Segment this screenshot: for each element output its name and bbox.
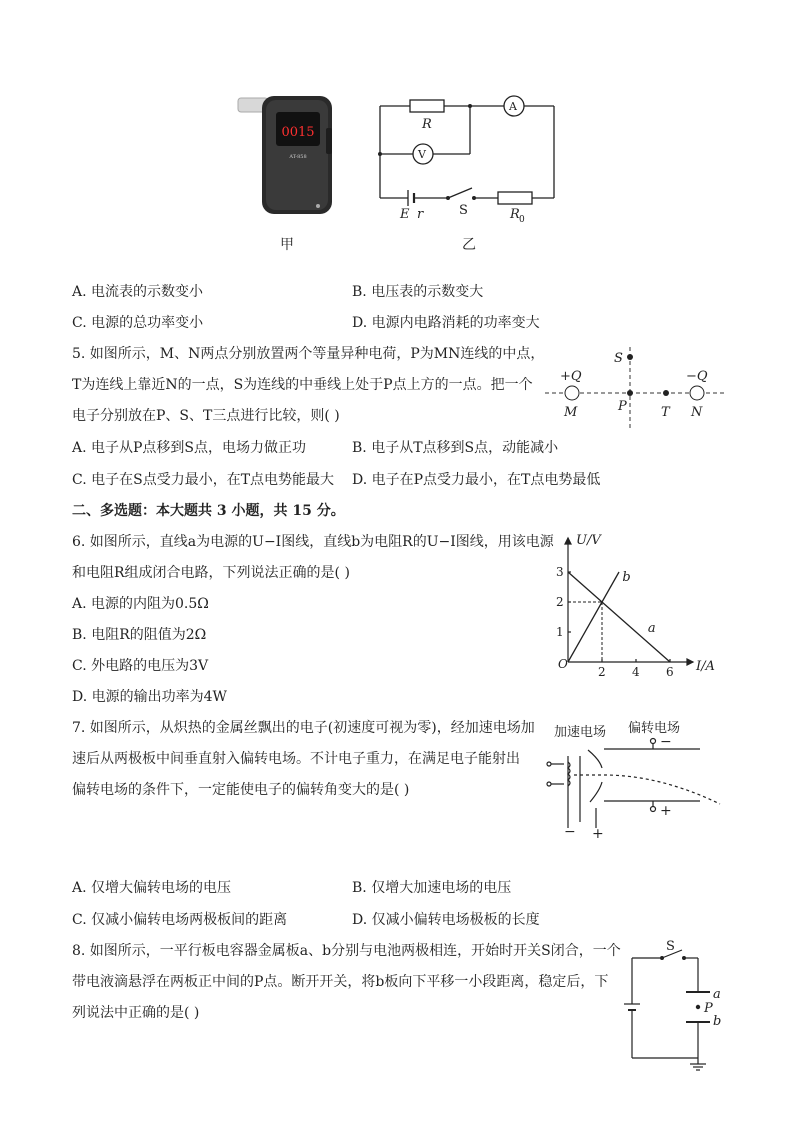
q7-option-d: D. 仅减小偏转电场极板的长度	[352, 912, 540, 928]
circuit-diagram	[380, 96, 554, 206]
chart-y-tick-label: 3	[556, 565, 564, 579]
label-m: M	[564, 405, 578, 420]
chart-y-arrow	[565, 538, 571, 544]
chart-series-b	[568, 572, 619, 662]
q4-option-c: C. 电源的总功率变小	[72, 315, 204, 331]
chart-x-tick-label: 4	[632, 665, 640, 679]
label-A: A	[509, 100, 517, 113]
point-t-icon	[663, 390, 669, 396]
q7-line-2: 速后从两极板中间垂直射入偏转电场。不计电子重力，在满足电子能射出	[72, 751, 520, 767]
chart-series-a	[568, 572, 670, 662]
q8-line-2: 带电液滴悬浮在两板正中间的P点。断开开关，将b板向下平移一小段距离，稳定后，下	[72, 974, 609, 990]
chart-xlabel: I/A	[696, 659, 715, 674]
chart-y-tick-label: 2	[556, 595, 564, 609]
q5-option-d: D. 电子在P点受力最小，在T点电势最低	[352, 472, 601, 488]
point-p-icon	[696, 1005, 700, 1009]
chart-y-tick-label: 1	[556, 625, 564, 639]
chart-x-tick-label: 6	[666, 665, 674, 679]
label-R: R	[422, 117, 432, 132]
q4-option-a: A. 电流表的示数变小	[72, 284, 204, 300]
label-R0: R	[510, 207, 520, 222]
q6-option-c: C. 外电路的电压为3V	[72, 658, 209, 674]
device-model: AT-858	[289, 154, 307, 160]
q5-line-1: 5. 如图所示，M、N两点分别放置两个等量异种电荷，P为MN连线的中点，	[72, 346, 545, 362]
q6-line-2: 和电阻R组成闭合电路，下列说法正确的是( )	[72, 565, 350, 581]
q7-option-b: B. 仅增大加速电场的电压	[352, 880, 512, 896]
q6-option-a: A. 电源的内阻为0.5Ω	[72, 596, 209, 612]
q6-option-b: B. 电阻R的阻值为2Ω	[72, 627, 207, 643]
label-E: E	[400, 207, 410, 222]
label-S: S	[459, 203, 468, 218]
q7-figure	[540, 716, 730, 841]
chart-x-tick-label: 2	[598, 665, 606, 679]
resistor-R0	[498, 192, 532, 204]
q5-option-b: B. 电子从T点移到S点，动能减小	[352, 440, 559, 456]
label-plus-q: +Q	[560, 369, 582, 384]
label-p: P	[704, 1001, 713, 1016]
chart-origin-label: O	[558, 657, 568, 671]
chart-ylabel: U/V	[576, 533, 601, 548]
label-accel-field: 加速电场	[554, 725, 607, 740]
q8-line-1: 8. 如图所示，一平行板电容器金属板a、b分别与电池两极相连，开始时开关S闭合，一个	[72, 943, 621, 959]
charge-m-icon	[565, 386, 579, 400]
q4-option-d: D. 电源内电路消耗的功率变大	[352, 315, 540, 331]
label-accel-plus: +	[592, 826, 604, 841]
label-accel-minus: −	[564, 824, 576, 840]
label-p: P	[618, 399, 627, 414]
label-V: V	[418, 148, 426, 161]
switch-icon	[448, 188, 472, 198]
label-deflect-plus: +	[660, 803, 672, 819]
caption-left: 甲	[280, 237, 294, 253]
label-t: T	[661, 405, 670, 420]
label-s: S	[614, 351, 623, 366]
caption-right: 乙	[462, 237, 476, 253]
q5-line-3: 电子分别放在P、S、T三点进行比较，则( )	[72, 408, 340, 424]
resistor-R	[410, 100, 444, 112]
top-figure	[230, 88, 570, 253]
label-r: r	[417, 207, 424, 222]
label-a: a	[713, 987, 721, 1002]
device-display: 0015	[281, 125, 315, 140]
q8-line-3: 列说法中正确的是( )	[72, 1005, 200, 1021]
label-deflect-field: 偏转电场	[628, 721, 681, 736]
chart-series-label-a: a	[647, 621, 656, 636]
label-b: b	[713, 1014, 722, 1029]
q7-line-1: 7. 如图所示，从炽热的金属丝飘出的电子(初速度可视为零)，经加速电场加	[72, 720, 535, 736]
label-deflect-minus: −	[660, 734, 672, 750]
q4-option-b: B. 电压表的示数变大	[352, 284, 484, 300]
q7-line-3: 偏转电场的条件下，一定能使电子的偏转角变大的是( )	[72, 782, 410, 798]
q5-option-a: A. 电子从P点移到S点，电场力做正功	[72, 440, 307, 456]
label-n: N	[691, 405, 703, 420]
q5-line-2: T为连线上靠近N的一点，S为连线的中垂线上处于P点上方的一点。把一个	[72, 377, 533, 393]
chart-series-label-b: b	[622, 570, 631, 585]
section-heading-multi-choice: 二、多选题：本大题共 3 小题，共 15 分。	[72, 503, 345, 519]
q8-figure	[620, 940, 730, 1075]
point-p-icon	[627, 390, 633, 396]
point-s-icon	[627, 354, 633, 360]
label-s: S	[666, 940, 675, 954]
q6-line-1: 6. 如图所示，直线a为电源的U−I图线，直线b为电阻R的U−I图线，用该电源	[72, 534, 554, 550]
q5-option-c: C. 电子在S点受力最小，在T点电势能最大	[72, 472, 335, 488]
chart-x-arrow	[687, 659, 693, 665]
q6-option-d: D. 电源的输出功率为4W	[72, 689, 227, 705]
charge-n-icon	[690, 386, 704, 400]
label-minus-q: −Q	[686, 369, 708, 384]
q7-option-c: C. 仅减小偏转电场两极板间的距离	[72, 912, 288, 928]
q5-figure	[540, 342, 730, 432]
q7-option-a: A. 仅增大偏转电场的电压	[72, 880, 232, 896]
label-R0-sub: 0	[519, 215, 525, 225]
breathalyzer-device-image	[238, 96, 332, 214]
ui-chart	[548, 528, 728, 680]
